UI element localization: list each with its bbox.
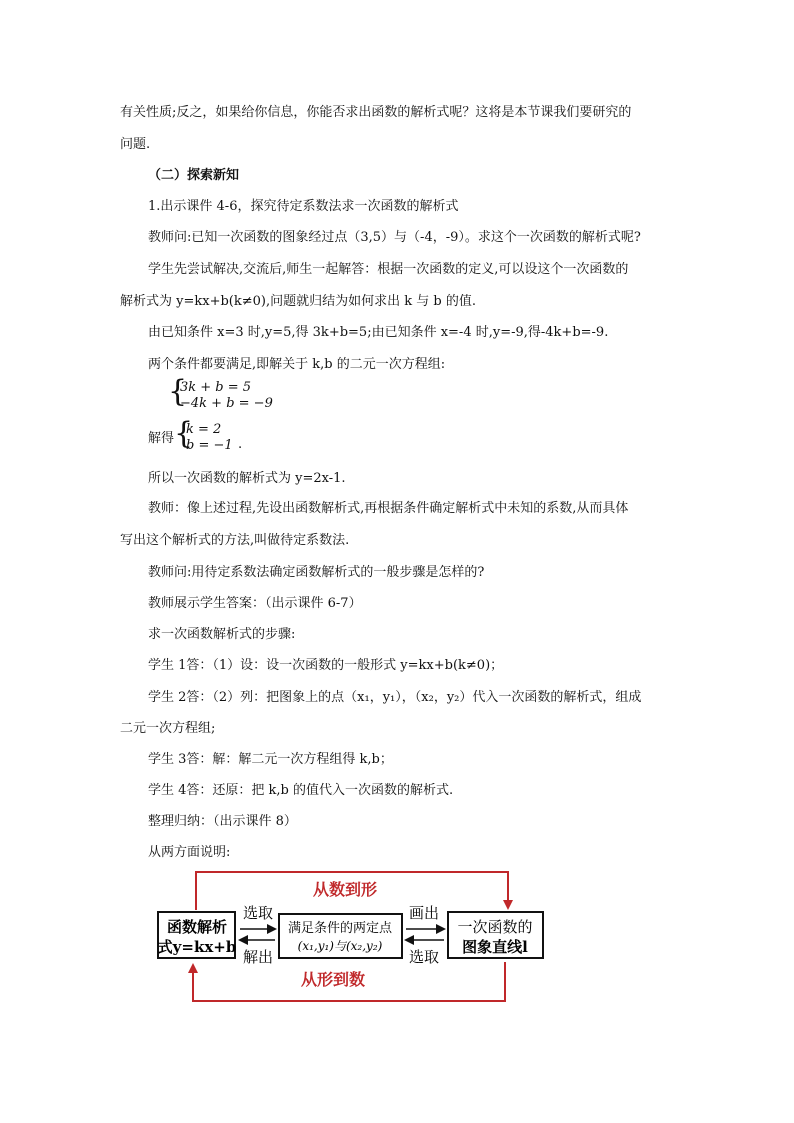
paragraph-line: 学生 3答：解：解二元一次方程组得 k,b； [148, 752, 393, 767]
box3-text-line1: 一次函数的 [457, 918, 533, 936]
equation-1: 3k + b = 5 [180, 380, 252, 395]
paragraph-line: 由已知条件 x=3 时,y=5,得 3k+b=5;由已知条件 x=-4 时,y=-9,得-4k+b=-9. [148, 325, 609, 340]
paragraph-line: 教师问:用待定系数法确定函数解析式的一般步骤是怎样的? [148, 565, 485, 580]
paragraph-line: 解析式为 y=kx+b(k≠0),问题就归结为如何求出 k 与 b 的值. [120, 294, 476, 309]
paragraph-line: 学生 2答：（2）列：把图象上的点（x₁，y₁），（x₂，y₂）代入一次函数的解析式，组成 [148, 690, 642, 705]
box1-text-line2: 式y=kx+b [157, 938, 237, 956]
right-arrow-top-label: 画出 [408, 904, 440, 922]
solution-1: k = 2 [186, 422, 222, 437]
paragraph-line: 两个条件都要满足,即解关于 k,b 的二元一次方程组: [148, 357, 446, 372]
paragraph-line: 写出这个解析式的方法,叫做待定系数法. [120, 533, 350, 548]
box1-text-line1: 函数解析 [166, 918, 228, 936]
box2-text-line1: 满足条件的两定点 [287, 921, 393, 936]
solution-2: b = −1 [186, 438, 233, 453]
paragraph-line: 二元一次方程组; [120, 721, 216, 736]
paragraph-line: 有关性质;反之，如果给你信息，你能否求出函数的解析式呢？这将是本节课我们要研究的 [120, 105, 632, 120]
solution-period: . [238, 437, 243, 452]
paragraph-line: 学生先尝试解决,交流后,师生一起解答：根据一次函数的定义,可以设这个一次函数的 [148, 262, 629, 277]
bottom-loop-label: 从形到数 [300, 970, 366, 989]
solution-brace: { [174, 416, 194, 451]
paragraph-line: 学生 1答：（1）设：设一次函数的一般形式 y=kx+b(k≠0)； [148, 658, 504, 673]
paragraph-line: 教师：像上述过程,先设出函数解析式,再根据条件确定解析式中未知的系数,从而具体 [148, 501, 629, 516]
solve-label: 解得 [148, 431, 175, 446]
paragraph-line: 从两方面说明: [148, 845, 231, 860]
paragraph-line: 教师展示学生答案：（出示课件 6-7） [148, 596, 362, 611]
equation-2: −4k + b = −9 [180, 396, 273, 411]
paragraph-line: 1.出示课件 4-6，探究待定系数法求一次函数的解析式 [148, 199, 459, 214]
paragraph-line: 求一次函数解析式的步骤: [148, 627, 296, 642]
box3-text-line2: 图象直线l [462, 938, 528, 956]
paragraph-line: 问题. [120, 137, 151, 152]
top-loop-label: 从数到形 [312, 880, 378, 899]
paragraph-line: 学生 4答：还原：把 k,b 的值代入一次函数的解析式. [148, 783, 454, 798]
section-heading: （二）探索新知 [148, 168, 240, 183]
left-arrow-bottom-label: 解出 [242, 948, 274, 966]
paragraph-line: 整理归纳：（出示课件 8） [148, 814, 297, 829]
paragraph-line: 所以一次函数的解析式为 y=2x-1. [148, 471, 346, 486]
equation-brace: { [168, 374, 188, 409]
left-arrow-top-label: 选取 [242, 904, 274, 922]
right-arrow-bottom-label: 选取 [408, 948, 440, 966]
paragraph-line: 教师问:已知一次函数的图象经过点（3,5）与（-4，-9）。求这个一次函数的解析式呢? [148, 230, 641, 245]
box2-text-line2: (x₁,y₁)与(x₂,y₂) [297, 939, 383, 953]
